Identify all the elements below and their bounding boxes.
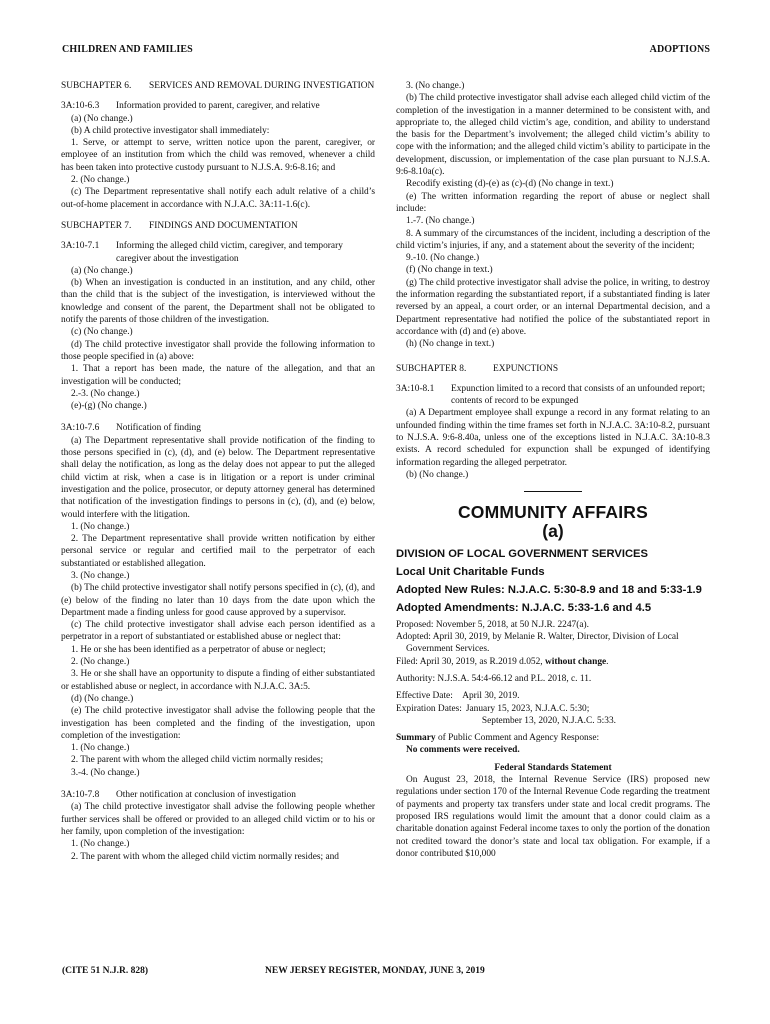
paragraph: 8. A summary of the circumstances of the incident, including a description of the child victim’s injuries, if any, and a statement about the severity of the incident;: [396, 228, 710, 251]
section-heading-8-1: 3A:10-8.1 Expunction limited to a record that consists of an unfounded report; contents of record to be expunged: [396, 383, 706, 407]
paragraph: (a) The Department representative shall provide notification of the finding to those persons specified in (c), (d), and (e) below. The Department representative shall delay the notification, as long as the delay does not appear to put the alleged child victim at risk, when a case is in litigation or a report is under criminal investigation and the police, prosecutor, or deputy attorney general has determined that notification of the investigation findings to persons in (c), (d), and (e) below, would interfere with the litigation.: [61, 435, 375, 520]
paragraph: (f) (No change in text.): [406, 265, 493, 276]
paragraph: 1. Serve, or attempt to serve, written notice upon the parent, caregiver, or employee of an institution from which the child was removed, whenever a child has been taken into protective custody pursuant to N.J.S.A. 9:6-8.16; and: [61, 138, 375, 173]
paragraph: 1. That a report has been made, the nature of the allegation, and that an investigation will be conducted;: [61, 364, 375, 387]
paragraph: (e)-(g) (No change.): [71, 401, 147, 412]
paragraph: (h) (No change in text.): [406, 339, 495, 350]
paragraph: 2. The Department representative shall provide written notification by either personal service or regular and certified mail to the perpetrator of each substantiated or established allegation.: [61, 534, 375, 569]
authority-line: Authority: N.J.S.A. 54:4-66.12 and P.L. 2018, c. 11.: [396, 673, 592, 684]
federal-standards-title: Federal Standards Statement: [494, 762, 612, 773]
paragraph: 1. (No change.): [71, 743, 130, 754]
no-comments-line: No comments were received.: [406, 745, 520, 756]
paragraph: 1.-7. (No change.): [406, 216, 475, 227]
paragraph: (b) The child protective investigator shall advise each alleged child victim of the completion of the investigation in a manner determined to be consistent with, and appropriate to, the alleged child victim’s age, condition, and ability to understand the basis for the Department’s involvement; the alleged child victim’s ability to cope with the information; and the alleged child victim’s ability to participate in the development, discussion, or implementation of the case plan pursuant to N.J.S.A. 9:6-8.10a(c).: [396, 93, 710, 178]
right-column: [396, 80, 710, 860]
subchapter-6-heading: SUBCHAPTER 6. SERVICES AND REMOVAL DURING INVESTIGATION: [61, 81, 375, 91]
summary-line: Summary of Public Comment and Agency Response:: [396, 733, 600, 744]
running-header-left: CHILDREN AND FAMILIES: [62, 44, 193, 55]
agency-heading: COMMUNITY AFFAIRS: [457, 502, 649, 523]
paragraph: (a) (No change.): [71, 113, 133, 124]
agency-item-letter: (a): [542, 520, 564, 541]
paragraph: (b) The child protective investigator shall notify persons specified in (c), (d), and (e) below of the finding no later than 10 days from the date upon which the Department made a finding unless for good cause approved by a supervisor.: [61, 583, 375, 618]
section-heading-7-8: 3A:10-7.8 Other notification at conclusion of investigation: [61, 790, 296, 801]
section-heading-7-6: 3A:10-7.6 Notification of finding: [61, 423, 201, 434]
federal-standards-paragraph: On August 23, 2018, the Internal Revenue Service (IRS) proposed new regulations under section 170 of the Internal Revenue Code regarding the treatment of payments and property tax transfers under state and local credit programs. The proposed IRS regulations would limit the amount that a donor could claim as a charitable donation against Federal income taxes to only the portion of the donation not credited toward the donor’s state and local tax obligation. For example, if a donor contributed $10,000: [396, 775, 710, 859]
subchapter-7-heading: SUBCHAPTER 7. FINDINGS AND DOCUMENTATION: [61, 220, 298, 231]
running-header-right: ADOPTIONS: [649, 44, 710, 55]
adopted-amendments-heading: Adopted Amendments: N.J.A.C. 5:33-1.6 and 4.5: [396, 601, 652, 614]
paragraph: (d) (No change.): [71, 693, 134, 704]
paragraph: Recodify existing (d)-(e) as (c)-(d) (No change in text.): [406, 179, 614, 190]
footer-register: NEW JERSEY REGISTER, MONDAY, JUNE 3, 2019: [265, 966, 485, 976]
paragraph: (g) The child protective investigator shall advise the police, in writing, to destroy the information regarding the substantiated report, if a substantiated finding is later reversed by an appeal, a court order, or an internal Departmental decision, and a Department representative had notified the police of the substantiated report in accordance with (d) and (e) above.: [396, 277, 710, 337]
paragraph: 1. (No change.): [71, 521, 130, 532]
paragraph: 3. He or she shall have an opportunity to dispute a finding of either substantiated or established abuse or neglect, in accordance with N.J.A.C. 3A:5.: [61, 669, 375, 692]
section-heading-6-3: 3A:10-6.3 Information provided to parent, caregiver, and relative: [61, 101, 320, 112]
paragraph: (c) The Department representative shall notify each adult relative of a child’s out-of-home placement in accordance with N.J.A.C. 3A:11-1.6(c).: [61, 187, 375, 210]
paragraph: 1. He or she has been identified as a perpetrator of abuse or neglect;: [71, 644, 326, 655]
paragraph: (a) (No change.): [71, 265, 133, 276]
subchapter-8-heading: SUBCHAPTER 8. EXPUNCTIONS: [396, 363, 559, 374]
paragraph: (e) The written information regarding the report of abuse or neglect shall include:: [396, 191, 710, 214]
filed-line: Filed: April 30, 2019, as R.2019 d.052, without change.: [396, 656, 609, 667]
paragraph: (e) The child protective investigator shall advise the following people that the investigation has been completed and the finding of the investigation, upon completion of the investigation:: [61, 706, 375, 741]
paragraph: (b) When an investigation is conducted in an institution, and any child, other than the child that is the subject of the investigation, is interviewed without the knowledge and consent of the parent, the Department shall not be obligated to notify the parents of those children of the investigation.: [61, 278, 375, 326]
expiration-dates: Expiration Dates: January 15, 2023, N.J.A.C. 5:30; September 13, 2020, N.J.A.C. 5:33.: [396, 703, 616, 726]
paragraph: 3.-4. (No change.): [71, 767, 140, 778]
paragraph: 2. (No change.): [71, 657, 130, 668]
paragraph: 2.-3. (No change.): [71, 388, 140, 399]
division-heading: DIVISION OF LOCAL GOVERNMENT SERVICES: [396, 547, 648, 560]
left-column: [61, 80, 375, 863]
paragraph: 2. The parent with whom the alleged child victim normally resides; and: [71, 851, 339, 862]
paragraph: 2. The parent with whom the alleged child victim normally resides;: [71, 755, 324, 766]
section-divider: [524, 491, 582, 492]
adopted-line: Adopted: April 30, 2019, by Melanie R. Walter, Director, Division of Local Government Services.: [396, 632, 679, 655]
paragraph: (a) The child protective investigator shall advise the following people whether further services shall be offered or provided to an alleged child victim or to his or her family, upon completion of the investigation:: [61, 802, 375, 837]
effective-date-line: Effective Date: April 30, 2019.: [396, 691, 520, 702]
paragraph: 2. (No change.): [71, 175, 130, 186]
paragraph: (b) (No change.): [406, 469, 469, 480]
section-heading-7-1: 3A:10-7.1 Informing the alleged child victim, caregiver, and temporary caregiver about the investigation: [61, 241, 343, 264]
paragraph: (b) A child protective investigator shall immediately:: [71, 125, 270, 136]
paragraph: 3. (No change.): [71, 570, 130, 581]
footer-citation: (CITE 51 N.J.R. 828): [62, 966, 149, 976]
adopted-rules-heading: Adopted New Rules: N.J.A.C. 5:30-8.9 and 18 and 5:33-1.9: [396, 583, 702, 596]
paragraph: 3. (No change.): [406, 81, 465, 91]
paragraph: (d) The child protective investigator shall provide the following information to those people specified in (a) above:: [61, 339, 375, 362]
paragraph: 1. (No change.): [71, 839, 130, 850]
proposed-line: Proposed: November 5, 2018, at 50 N.J.R. 2247(a).: [396, 619, 589, 630]
paragraph: 9.-10. (No change.): [406, 253, 480, 264]
paragraph: (c) (No change.): [71, 327, 133, 338]
paragraph: (a) A Department employee shall expunge a record in any format relating to an unfounded finding within the time frames set forth in N.J.A.C. 3A:10-8.2, pursuant to N.J.S.A. 9:6-8.40a, unless one of the exceptions listed in N.J.A.C. 3A:10-8.3 exists. A record scheduled for expunction shall be expunged of identifying information regarding the alleged perpetrator.: [396, 408, 710, 468]
paragraph: (c) The child protective investigator shall advise each person identified as a perpetrator in a report of substantiated or established abuse or neglect that:: [61, 620, 375, 643]
rule-topic: Local Unit Charitable Funds: [396, 565, 545, 578]
